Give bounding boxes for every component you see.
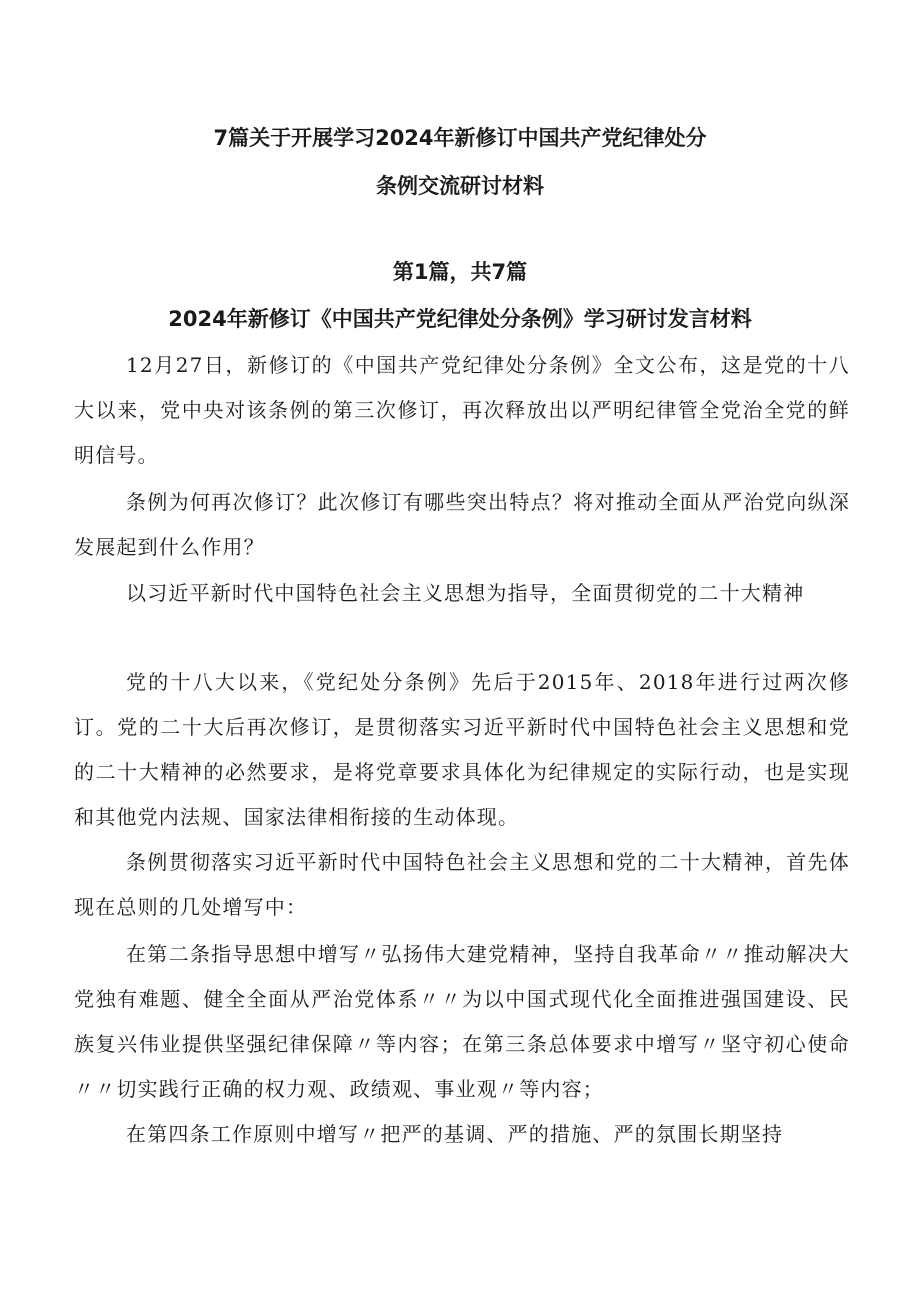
paragraph: 党的十八大以来，《党纪处分条例》先后于2015年、2018年进行过两次修订。党的二十大后再次修订，是贯彻落实习近平新时代中国特色社会主义思想和党的二十大精神的必然要求，是将党章要求具体化为纪律规定的实际行动，也是实现和其他党内法规、国家法律相衔接的生动体现。 [74, 670, 850, 829]
section-heading: 第1篇，共7篇 [392, 260, 528, 284]
paragraph: 12月27日，新修订的《中国共产党纪律处分条例》全文公布，这是党的十八大以来，党中央对该条例的第三次修订，再次释放出以严明纪律管全党治全党的鲜明信号。 [74, 353, 850, 467]
paragraph: 条例贯彻落实习近平新时代中国特色社会主义思想和党的二十大精神，首先体现在总则的几处增写中： [74, 850, 850, 919]
paragraph: 条例为何再次修订？此次修订有哪些突出特点？将对推动全面从严治党向纵深发展起到什么作用？ [74, 490, 850, 559]
document-subtitle: 条例交流研讨材料 [376, 174, 544, 198]
article-title: 2024年新修订《中国共产党纪律处分条例》学习研讨发言材料 [168, 307, 752, 331]
document-title: 7篇关于开展学习2024年新修订中国共产党纪律处分 [213, 126, 707, 150]
paragraph: 在第二条指导思想中增写〃弘扬伟大建党精神，坚持自我革命〃〃推动解决大党独有难题、健全全面从严治党体系〃〃为以中国式现代化全面推进强国建设、民族复兴伟业提供坚强纪律保障〃等内容；在第三条总体要求中增写〃坚守初心使命〃〃切实践行正确的权力观、政绩观、事业观〃等内容； [74, 942, 850, 1101]
paragraph: 以习近平新时代中国特色社会主义思想为指导，全面贯彻党的二十大精神 [126, 581, 805, 605]
paragraph: 在第四条工作原则中增写〃把严的基调、严的措施、严的氛围长期坚持 [126, 1122, 784, 1146]
